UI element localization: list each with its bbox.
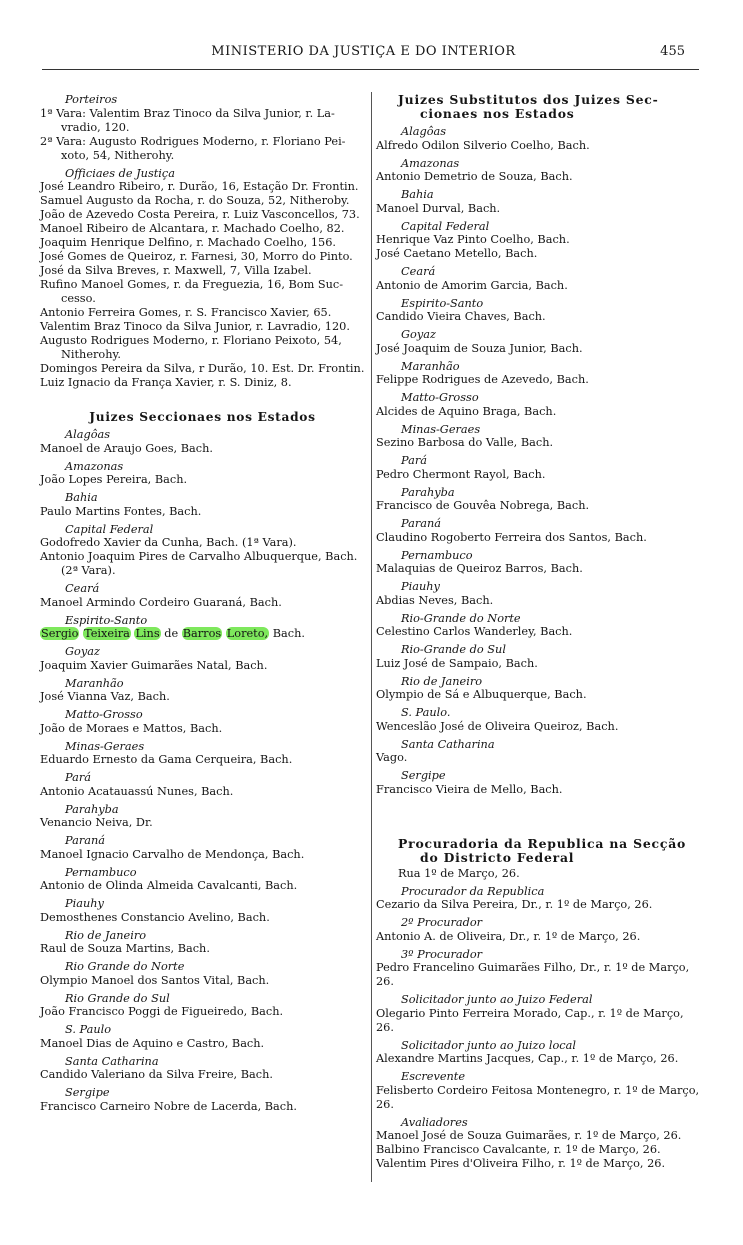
state-subheading: Bahia	[401, 188, 434, 201]
entry-line: Cezario da Silva Pereira, Dr., r. 1º de Março, 26.	[376, 898, 653, 911]
state-subheading: Parahyba	[401, 485, 455, 499]
entry-line: Samuel Augusto da Rocha, r. do Souza, 52, Nitheroby.	[40, 194, 350, 207]
state-subheading: Parahyba	[65, 802, 119, 816]
state-subheading: Rio de Janeiro	[65, 928, 147, 942]
entry-line: Sezino Barbosa do Valle, Bach.	[376, 436, 554, 449]
heading-line: do Districto Federal	[420, 849, 575, 865]
state-subheading: Rio-Grande do Norte	[401, 611, 521, 625]
page-header	[42, 44, 685, 66]
header-rule	[42, 69, 699, 70]
entry-line: Claudino Rogoberto Ferreira dos Santos, Bach.	[376, 530, 647, 544]
entry-word: Barros	[182, 627, 222, 640]
entry-line: Joaquim Xavier Guimarães Natal, Bach.	[40, 658, 268, 672]
entry-line: Raul de Souza Martins, Bach.	[40, 942, 210, 955]
state-subheading: Alagôas	[401, 125, 447, 138]
entry-line: Eduardo Ernesto da Gama Cerqueira, Bach.	[40, 753, 293, 766]
entry-line: Antonio Demetrio de Souza, Bach.	[376, 170, 573, 183]
entry-line	[40, 627, 365, 641]
state-subheading: Espirito-Santo	[401, 296, 484, 310]
entry-line: Candido Vieira Chaves, Bach.	[376, 310, 546, 323]
entry-line: Felisberto Cordeiro Feitosa Montenegro, r. 1º de Março, 26.	[376, 1083, 700, 1111]
entry-line: xoto, 54, Nitherohy.	[61, 148, 175, 162]
state-subheading: Pará	[401, 454, 427, 467]
entry-line: Rufino Manoel Gomes, r. da Freguezia, 16, Bom Suc-	[40, 278, 344, 291]
entry-word: Lins	[135, 627, 160, 640]
entry-line: Antonio Acatauassú Nunes, Bach.	[40, 784, 234, 798]
entry-line: Godofredo Xavier da Cunha, Bach. (1ª Vara).	[40, 536, 297, 549]
state-subheading: Rio de Janeiro	[401, 674, 483, 688]
entry-line: Valentim Pires d'Oliveira Filho, r. 1º de Março, 26.	[376, 1157, 666, 1170]
state-subheading: Solicitador junto ao Juizo Federal	[401, 993, 593, 1006]
right-column	[376, 93, 701, 1171]
left-column	[40, 93, 365, 1114]
entry-line: (2ª Vara).	[61, 564, 116, 577]
entry-line: Olympio de Sá e Albuquerque, Bach.	[376, 688, 587, 701]
state-subheading: Maranhão	[401, 359, 460, 373]
entry-line: vradio, 120.	[61, 120, 130, 134]
state-subheading: Amazonas	[401, 156, 460, 170]
page-number: 455	[660, 44, 685, 59]
state-subheading: Santa Catharina	[401, 737, 495, 751]
substitutos-list	[376, 125, 701, 797]
state-subheading: Goyaz	[65, 645, 100, 658]
entry-line: Antonio A. de Oliveira, Dr., r. 1º de Março, 26.	[376, 929, 641, 943]
heading-line: Procuradoria da Republica na Secção	[398, 835, 687, 851]
entry-line: Celestino Carlos Wanderley, Bach.	[376, 625, 573, 638]
state-subheading: Rio Grande do Sul	[65, 991, 170, 1005]
entry-line: José Caetano Metello, Bach.	[376, 247, 538, 260]
state-subheading: Escrevente	[401, 1070, 466, 1083]
state-subheading: Ceará	[401, 265, 436, 278]
section-heading	[376, 93, 701, 121]
state-subheading: Paraná	[401, 517, 441, 530]
entry-line: Antonio de Olinda Almeida Cavalcanti, Bach.	[40, 879, 298, 892]
entry-line: Paulo Martins Fontes, Bach.	[40, 504, 202, 518]
entry-line: 2ª Vara: Augusto Rodrigues Moderno, r. Floriano Pei-	[40, 134, 346, 148]
state-subheading: Rio-Grande do Sul	[401, 643, 506, 656]
entry-line: Felippe Rodrigues de Azevedo, Bach.	[376, 373, 589, 386]
entry-line: Joaquim Henrique Delfino, r. Machado Coelho, 156.	[40, 236, 337, 249]
entry-line: Antonio de Amorim Garcia, Bach.	[376, 278, 568, 292]
entry-line: Manoel Dias de Aquino e Castro, Bach.	[40, 1036, 265, 1050]
entry-line: Vago.	[376, 751, 408, 764]
entry-line: José da Silva Breves, r. Maxwell, 7, Villa Izabel.	[40, 264, 312, 277]
entry-line: Pedro Francelino Guimarães Filho, Dr., r. 1º de Março, 26.	[376, 961, 690, 988]
entry-word: Sergio	[41, 627, 79, 640]
state-subheading: 3º Procurador	[401, 947, 483, 961]
address-line: Rua 1º de Março, 26.	[398, 866, 520, 880]
running-title: MINISTERIO DA JUSTIÇA E DO INTERIOR	[211, 44, 516, 59]
state-subheading: Pernambuco	[401, 548, 473, 562]
state-subheading: Capital Federal	[401, 219, 490, 233]
state-subheading: Rio Grande do Norte	[65, 960, 185, 973]
entry-line: 1ª Vara: Valentim Braz Tinoco da Silva Junior, r. La-	[40, 106, 335, 120]
entry-line: João de Azevedo Costa Pereira, r. Luiz Vasconcellos, 73.	[40, 208, 360, 221]
entry-line: Manoel de Araujo Goes, Bach.	[40, 441, 213, 455]
entry-line: Demosthenes Constancio Avelino, Bach.	[40, 910, 270, 924]
entry-line: cesso.	[61, 292, 96, 305]
seccionaes-list	[40, 428, 365, 1114]
entry-line: José Leandro Ribeiro, r. Durão, 16, Estação Dr. Frontin.	[40, 180, 359, 193]
entry-word: Bach.	[272, 627, 305, 640]
entry-line: Abdias Neves, Bach.	[376, 593, 494, 607]
entry-word: Loreto,	[226, 627, 269, 640]
heading-line: Juizes Substitutos dos Juizes Sec-	[398, 92, 659, 107]
entry-line: Olegario Pinto Ferreira Morado, Cap., r. 1º de Março, 26.	[376, 1006, 684, 1034]
entry-line: Manoel Armindo Cordeiro Guaraná, Bach.	[40, 595, 282, 609]
state-subheading: Sergipe	[401, 769, 446, 782]
state-subheading: S. Paulo	[65, 1023, 112, 1036]
section-subheading: Porteiros	[65, 93, 118, 106]
section-heading: Juizes Seccionaes nos Estados	[89, 410, 316, 424]
column-divider	[371, 92, 372, 1182]
entry-line: Manoel José de Souza Guimarães, r. 1º de Março, 26.	[376, 1129, 682, 1142]
entry-line: Luiz Ignacio da França Xavier, r. S. Diniz, 8.	[40, 376, 292, 389]
state-subheading: Piauhy	[401, 580, 440, 593]
state-subheading: Solicitador junto ao Juizo local	[401, 1038, 576, 1052]
state-subheading: Procurador da Republica	[401, 884, 545, 898]
entry-line: José Vianna Vaz, Bach.	[40, 690, 170, 703]
state-subheading: Sergipe	[65, 1086, 110, 1099]
heading-line: cionaes nos Estados	[420, 106, 575, 121]
entry-line: Manoel Ribeiro de Alcantara, r. Machado Coelho, 82.	[40, 222, 345, 235]
entry-line: Antonio Joaquim Pires de Carvalho Albuquerque, Bach.	[40, 550, 358, 563]
entry-line: Alfredo Odilon Silverio Coelho, Bach.	[376, 138, 590, 152]
entry-line: Francisco de Gouvêa Nobrega, Bach.	[376, 499, 590, 512]
state-subheading: Espirito-Santo	[65, 613, 148, 627]
entry-line: Luiz José de Sampaio, Bach.	[376, 656, 538, 670]
entry-line: Malaquias de Queiroz Barros, Bach.	[376, 562, 583, 575]
entry-line: Manoel Durval, Bach.	[376, 201, 501, 215]
entry-line: Balbino Francisco Cavalcante, r. 1º de Março, 26.	[376, 1143, 661, 1156]
state-subheading: Matto-Grosso	[65, 708, 143, 721]
state-subheading: Maranhão	[65, 676, 124, 690]
entry-line: José Gomes de Queiroz, r. Farnesi, 30, Morro do Pinto.	[40, 250, 353, 263]
state-subheading: Ceará	[65, 582, 100, 595]
entry-line: Candido Valeriano da Silva Freire, Bach.	[40, 1068, 273, 1081]
entry-line: João Lopes Pereira, Bach.	[40, 473, 188, 486]
entry-line: Manoel Ignacio Carvalho de Mendonça, Bach.	[40, 847, 305, 861]
state-subheading: Pernambuco	[65, 865, 137, 879]
state-subheading: Amazonas	[65, 459, 124, 473]
section-subheading: Officiaes de Justiça	[65, 166, 175, 180]
state-subheading: Avaliadores	[401, 1115, 468, 1129]
state-subheading: Pará	[65, 771, 91, 784]
entry-word: de	[164, 627, 179, 640]
entry-word: Teixeira	[84, 627, 130, 640]
entry-line: Henrique Vaz Pinto Coelho, Bach.	[376, 233, 570, 246]
entry-line: Augusto Rodrigues Moderno, r. Floriano Peixoto, 54,	[40, 334, 342, 347]
entry-line: Alcides de Aquino Braga, Bach.	[376, 404, 557, 418]
entry-line: Francisco Carneiro Nobre de Lacerda, Bach.	[40, 1099, 297, 1113]
state-subheading: Capital Federal	[65, 522, 154, 536]
entry-line: Valentim Braz Tinoco da Silva Junior, r. Lavradio, 120.	[40, 320, 350, 333]
state-subheading: Paraná	[65, 834, 105, 847]
entry-line: Nitherohy.	[61, 348, 121, 361]
entry-line: Olympio Manoel dos Santos Vital, Bach.	[40, 973, 270, 987]
entry-line: Domingos Pereira da Silva, r Durão, 10. Est. Dr. Frontin.	[40, 362, 365, 375]
entry-line: João Francisco Poggi de Figueiredo, Bach.	[40, 1005, 284, 1018]
procuradoria-list	[376, 885, 701, 1172]
state-subheading: 2º Procurador	[401, 916, 483, 929]
entry-line: Francisco Vieira de Mello, Bach.	[376, 782, 563, 796]
entry-line: Pedro Chermont Rayol, Bach.	[376, 467, 546, 481]
state-subheading: Santa Catharina	[65, 1054, 159, 1068]
state-subheading: Piauhy	[65, 897, 104, 910]
state-subheading: Bahia	[65, 491, 98, 504]
state-subheading: S. Paulo.	[401, 706, 451, 719]
entry-line: João de Moraes e Mattos, Bach.	[40, 721, 223, 735]
entry-line: Antonio Ferreira Gomes, r. S. Francisco Xavier, 65.	[40, 306, 332, 319]
state-subheading: Alagôas	[65, 428, 111, 441]
entry-line: Venancio Neiva, Dr.	[40, 816, 153, 829]
state-subheading: Goyaz	[401, 328, 436, 341]
state-subheading: Matto-Grosso	[401, 391, 479, 404]
state-subheading: Minas-Geraes	[401, 422, 481, 436]
section-heading	[376, 837, 701, 865]
entry-line: Wenceslão José de Oliveira Queiroz, Bach.	[376, 719, 619, 733]
entry-line: José Joaquim de Souza Junior, Bach.	[376, 341, 583, 355]
entry-line: Alexandre Martins Jacques, Cap., r. 1º de Março, 26.	[376, 1052, 679, 1065]
state-subheading: Minas-Geraes	[65, 739, 145, 753]
